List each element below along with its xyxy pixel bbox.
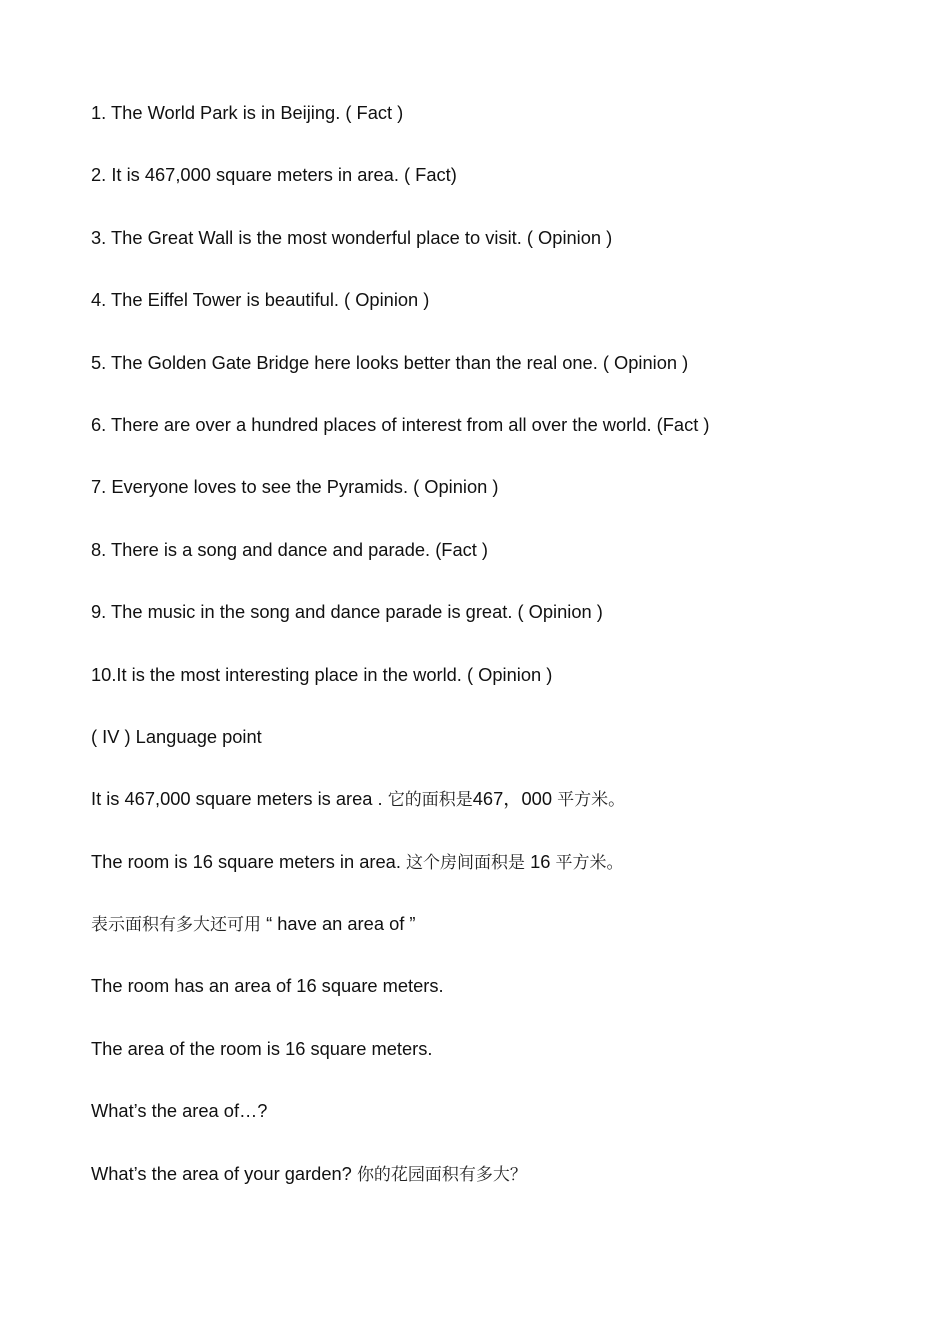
example-1-number: 467，000 xyxy=(472,788,553,810)
example-2-chinese: 这个房间面积是 xyxy=(406,852,526,873)
example-line-1 xyxy=(91,785,911,847)
fact-opinion-item-8: 8. There is a song and dance and parade. (Fact ) xyxy=(91,538,489,560)
fact-opinion-item-9: 9. The music in the song and dance parade is great. ( Opinion ) xyxy=(91,601,603,623)
fact-opinion-item-1: 1. The World Park is in Beijing. ( Fact ) xyxy=(91,102,404,123)
example-1-chinese: 它的面积是 xyxy=(387,790,473,811)
usage-note xyxy=(91,910,911,972)
usage-note-english: “ have an area of ” xyxy=(266,913,416,935)
fact-opinion-item-7: 7. Everyone loves to see the Pyramids. ( Opinion ) xyxy=(91,476,499,498)
question-line xyxy=(91,1160,911,1222)
example-2-chinese-tail: 平方米。 xyxy=(555,852,624,873)
fact-opinion-item-6: 6. There are over a hundred places of interest from all over the world. (Fact ) xyxy=(91,413,710,435)
example-2-number: 16 xyxy=(530,850,551,872)
fact-opinion-item-3: 3. The Great Wall is the most wonderful place to visit. ( Opinion ) xyxy=(91,226,613,248)
sentence-1: The room has an area of 16 square meters. xyxy=(91,975,444,997)
example-1-english: It is 467,000 square meters is area . xyxy=(91,788,383,810)
fact-opinion-item-2: 2. It is 467,000 square meters in area. ( Fact) xyxy=(91,164,457,186)
sentence-3: What’s the area of…? xyxy=(91,1100,268,1122)
sentence-2: The area of the room is 16 square meters. xyxy=(91,1037,433,1059)
example-1-chinese-tail: 平方米。 xyxy=(557,790,626,811)
question-english: What’s the area of your garden? xyxy=(91,1162,352,1184)
fact-opinion-item-4: 4. The Eiffel Tower is beautiful. ( Opinion ) xyxy=(91,289,430,311)
example-line-2 xyxy=(91,848,911,910)
example-2-english: The room is 16 square meters in area. xyxy=(91,850,401,872)
document-body xyxy=(91,99,911,1222)
question-chinese: 你的花园面积有多大？ xyxy=(356,1164,527,1185)
fact-opinion-item-10: 10.It is the most interesting place in the world. ( Opinion ) xyxy=(91,663,553,685)
fact-opinion-item-5: 5. The Golden Gate Bridge here looks better than the real one. ( Opinion ) xyxy=(91,351,689,373)
section-heading: ( IV ) Language point xyxy=(91,725,262,747)
usage-note-chinese: 表示面积有多大还可用 xyxy=(91,915,261,936)
